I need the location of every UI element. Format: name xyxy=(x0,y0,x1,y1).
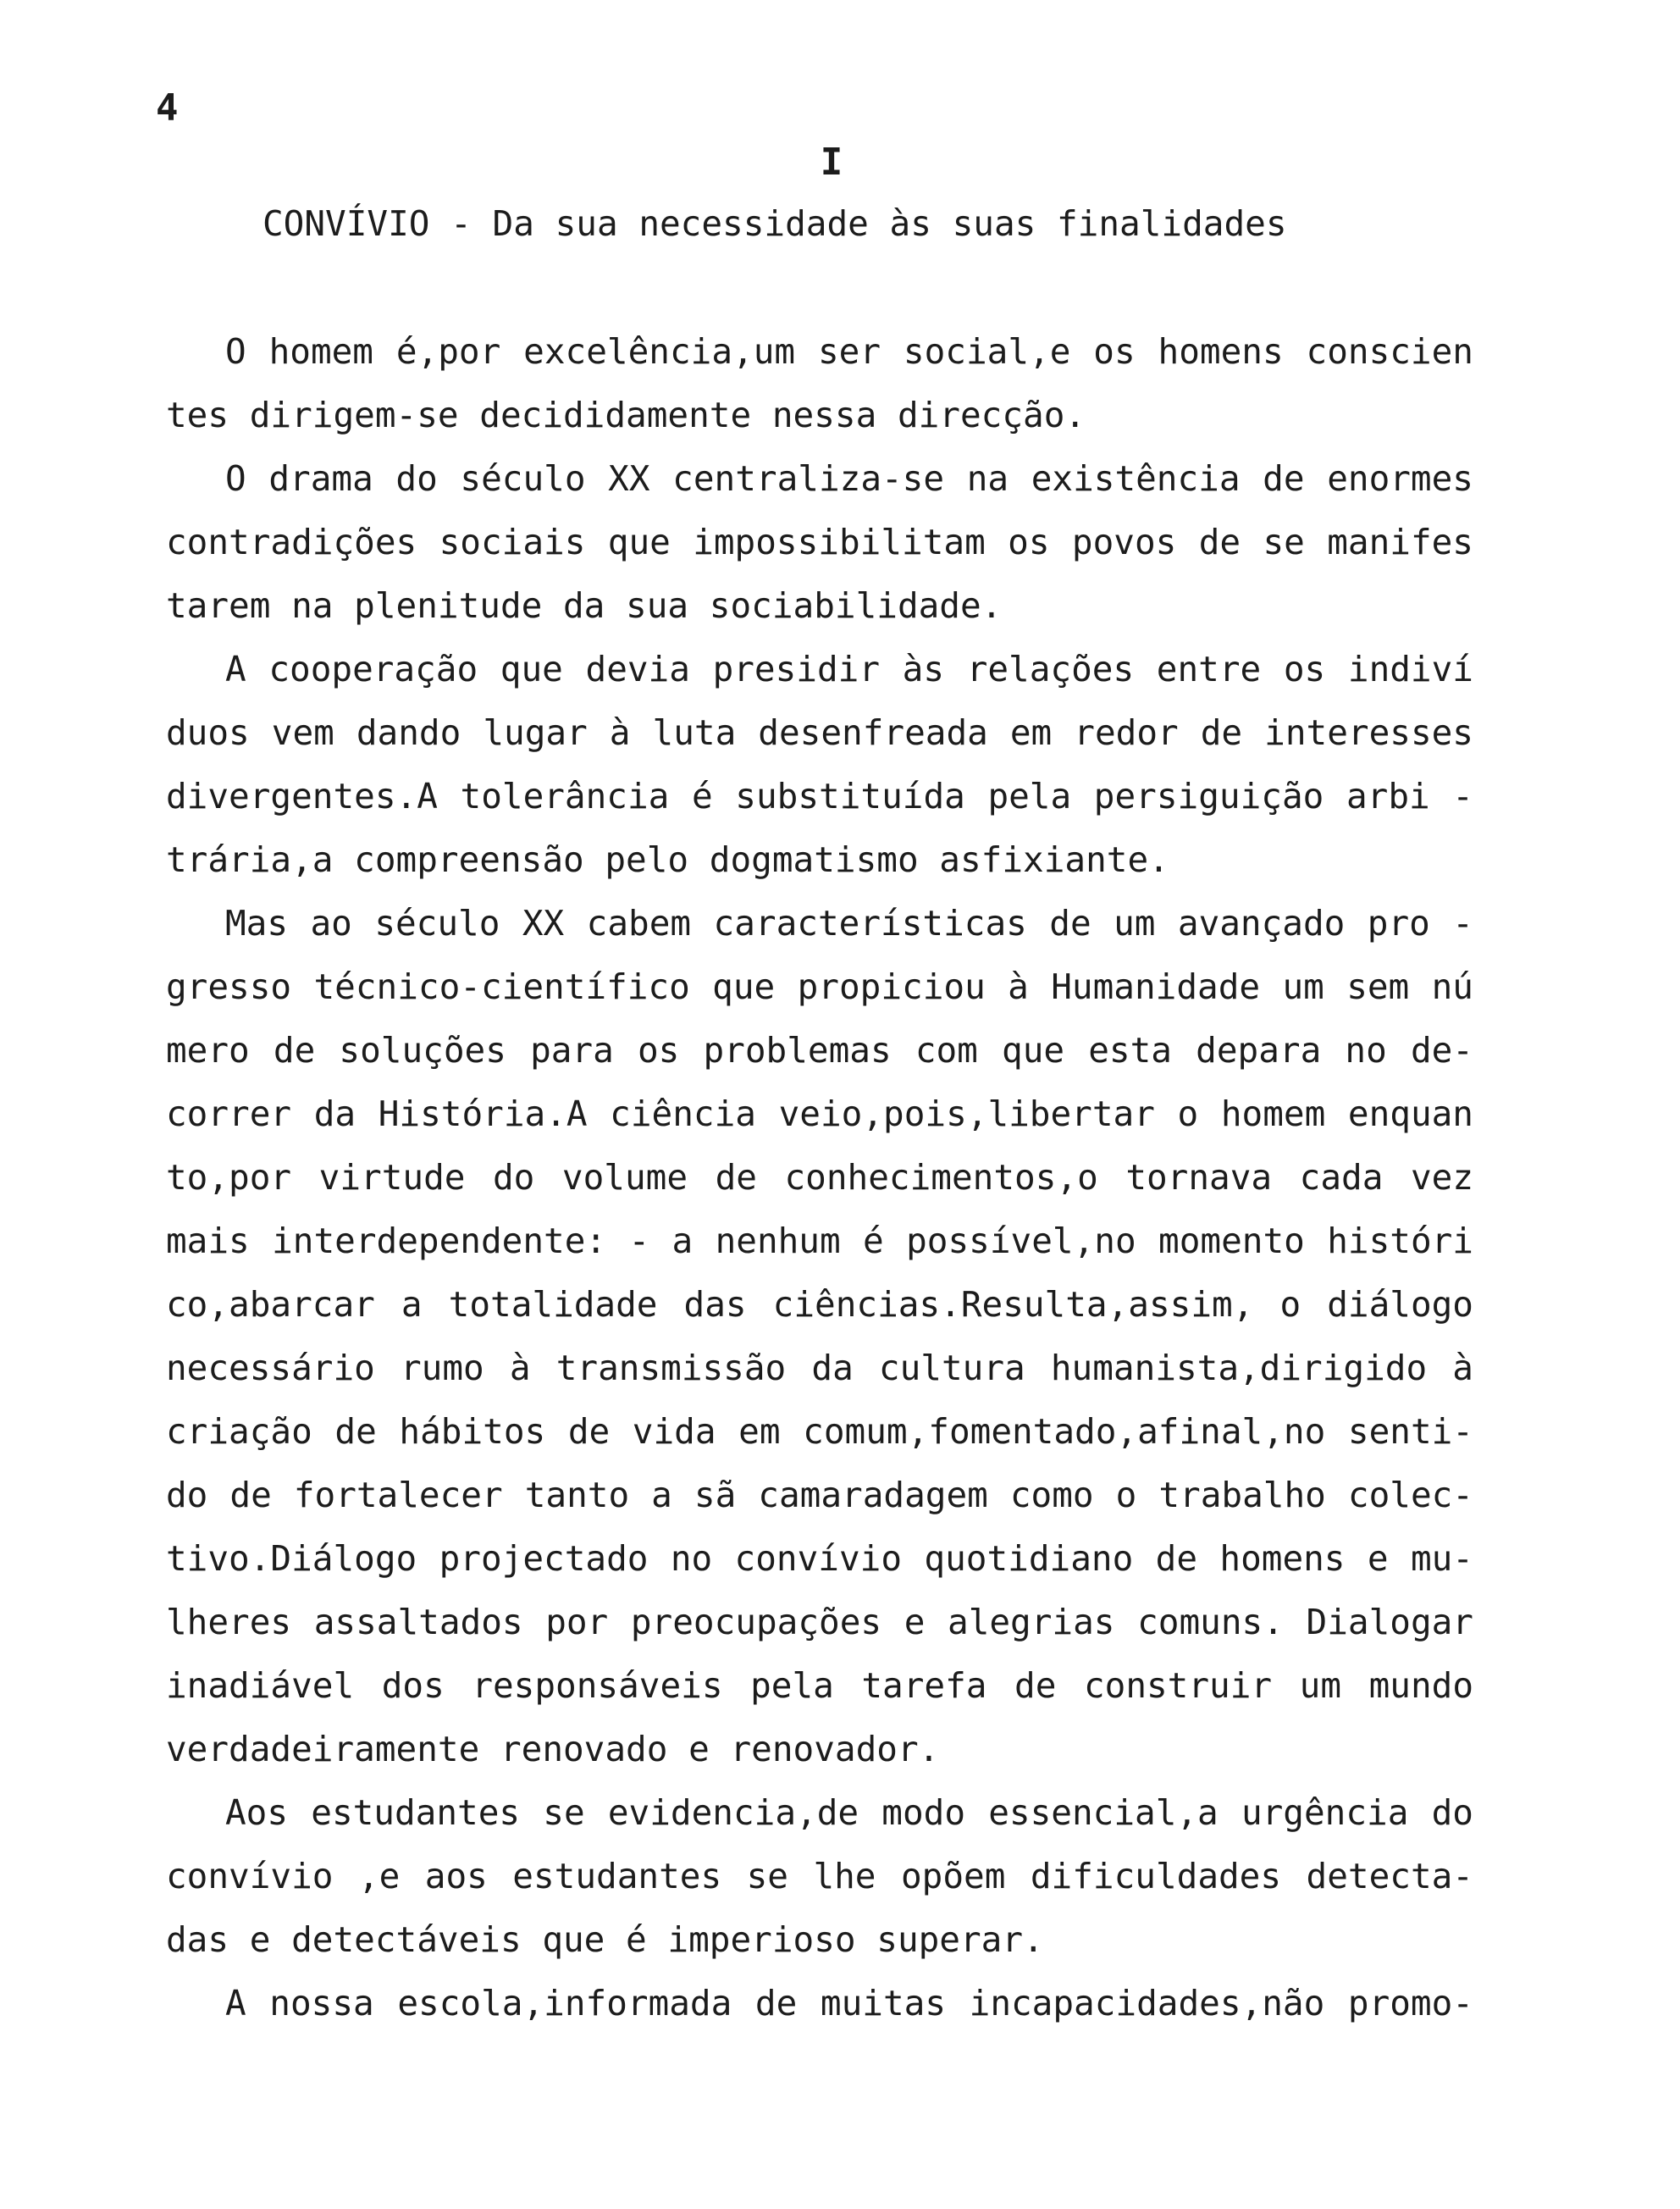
text-line: contradições sociais que impossibilitam os povos de se manifes xyxy=(166,522,1473,562)
text-line: do de fortalecer tanto a sã camaradagem como o trabalho colec- xyxy=(166,1475,1473,1515)
text-line: correr da História.A ciência veio,pois,libertar o homem enquan xyxy=(166,1093,1473,1134)
text-line: tivo.Diálogo projectado no convívio quotidiano de homens e mu- xyxy=(166,1538,1473,1579)
text-line: to,por virtude do volume de conhecimentos,o tornava cada vez xyxy=(166,1157,1473,1198)
text-line: verdadeiramente renovado e renovador. xyxy=(166,1729,940,1769)
text-line: co,abarcar a totalidade das ciências.Resulta,assim, o diálogo xyxy=(166,1284,1473,1325)
chapter-number-text: I xyxy=(820,141,843,184)
text-line: mais interdependente: - a nenhum é possível,no momento históri xyxy=(166,1221,1473,1261)
text-line: criação de hábitos de vida em comum,fomentado,afinal,no senti- xyxy=(166,1411,1473,1452)
body-text xyxy=(166,320,1473,2035)
text-line: divergentes.A tolerância é substituída pela persiguição arbi - xyxy=(166,776,1473,817)
chapter-title: CONVÍVIO - Da sua necessidade às suas finalidades xyxy=(262,203,1287,244)
chapter-number xyxy=(0,137,1680,188)
text-line: mero de soluções para os problemas com que esta depara no de- xyxy=(166,1030,1473,1071)
text-line: Aos estudantes se evidencia,de modo essencial,a urgência do xyxy=(225,1792,1473,1833)
text-line: O drama do século XX centraliza-se na existência de enormes xyxy=(225,458,1473,499)
text-line: lheres assaltados por preocupações e alegrias comuns. Dialogar xyxy=(166,1602,1473,1642)
text-line: tarem na plenitude da sua sociabilidade. xyxy=(166,585,1003,626)
page-number: 4 xyxy=(156,86,179,130)
text-line: duos vem dando lugar à luta desenfreada em redor de interesses xyxy=(166,712,1473,753)
text-line: das e detectáveis que é imperioso superar. xyxy=(166,1919,1044,1960)
text-line: necessário rumo à transmissão da cultura humanista,dirigido à xyxy=(166,1348,1473,1388)
text-line: A nossa escola,informada de muitas incapacidades,não promo- xyxy=(225,1983,1473,2024)
text-line: A cooperação que devia presidir às relações entre os indiví xyxy=(225,649,1473,689)
text-line: trária,a compreensão pelo dogmatismo asfixiante. xyxy=(166,839,1169,880)
text-line: O homem é,por excelência,um ser social,e os homens conscien xyxy=(225,331,1473,372)
text-line: convívio ,e aos estudantes se lhe opõem dificuldades detecta- xyxy=(166,1856,1473,1896)
text-line: Mas ao século XX cabem características de um avançado pro - xyxy=(225,903,1473,944)
text-line: gresso técnico-científico que propiciou à Humanidade um sem nú xyxy=(166,966,1473,1007)
text-line: inadiável dos responsáveis pela tarefa de construir um mundo xyxy=(166,1665,1473,1706)
text-line: tes dirigem-se decididamente nessa direcção. xyxy=(166,395,1086,435)
